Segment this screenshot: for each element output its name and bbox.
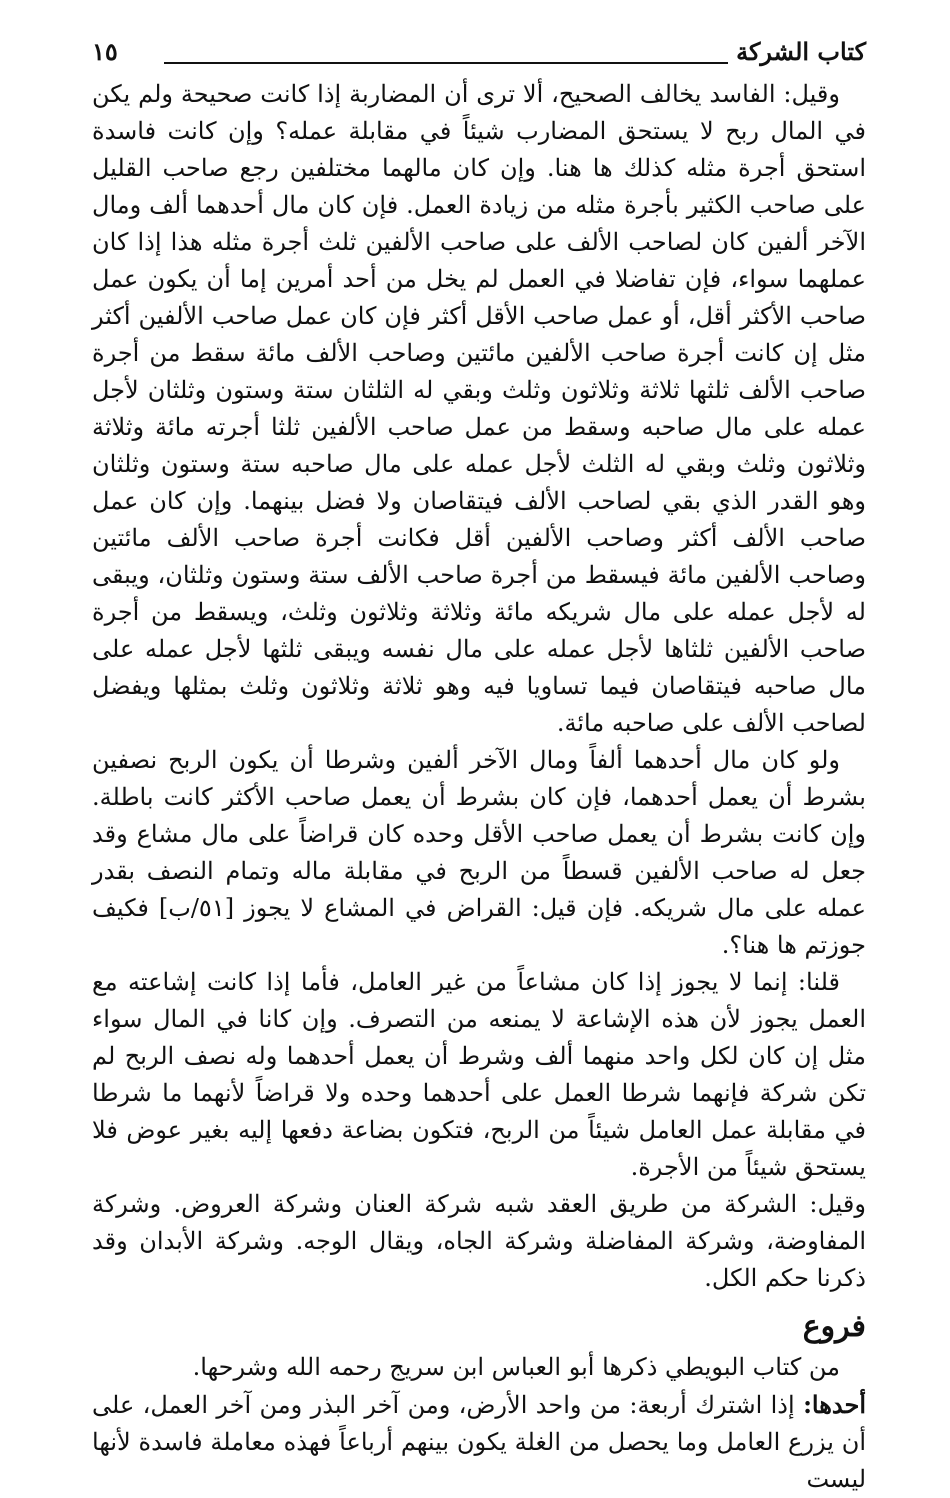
paragraph-3: قلنا: إنما لا يجوز إذا كان مشاعاً من غير العامل، فأما إذا كانت إشاعته مع العمل يجوز لأن هذه الإشاعة لا يمنعه من التصرف. وإن كانا في المال سواء مثل إن كان لكل واحد منهما ألف وشرط أن يعمل أحدهما وله نصف الربح لم تكن شركة فإنهما شرطا العمل على أحدهما وحده ولا قراضاً لأنهما ما شرطا في مقابلة عمل العامل شيئاً من الربح، فتكون بضاعة دفعها إليه بغير عوض فلا يستحق شيئاً من الأجرة. bbox=[92, 968, 867, 1181]
document-page bbox=[92, 28, 866, 1498]
document-body bbox=[92, 76, 866, 1498]
paragraph-4: وقيل: الشركة من طريق العقد شبه شركة العنان وشركة العروض. وشركة المفاوضة، وشركة المفاضلة وشركة الجاه، ويقال الوجه. وشركة الأبدان وقد ذكرنا حكم الكل. bbox=[92, 1190, 866, 1292]
section-first-item bbox=[92, 1386, 866, 1498]
section-intro: من كتاب البويطي ذكرها أبو العباس ابن سريج رحمه الله وشرحها. bbox=[192, 1353, 840, 1381]
page-header bbox=[92, 28, 866, 72]
first-item-text: إذا اشترك أربعة: من واحد الأرض، ومن آخر البذر ومن آخر العمل، على أن يزرع العامل وما يحصل من الغلة يكون بينهم أرباعاً فهذه معاملة فاسدة لأنها ليست bbox=[92, 1391, 866, 1493]
header-rule bbox=[164, 62, 728, 64]
running-title: كتاب الشركة bbox=[736, 37, 866, 66]
page-number: ١٥ bbox=[92, 37, 118, 66]
section-heading: فروع bbox=[802, 1309, 866, 1344]
paragraph-1: وقيل: الفاسد يخالف الصحيح، ألا ترى أن المضاربة إذا كانت صحيحة ولم يكن في المال ربح لا يستحق المضارب شيئاً في مقابلة عمله؟ وإن كانت فاسدة استحق أجرة مثله كذلك ها هنا. وإن كان مالهما مختلفين رجع صاحب القليل على صاحب الكثير بأجرة مثله من زيادة العمل. فإن كان مال أحدهما ألف ومال الآخر ألفين كان لصاحب الألف على صاحب الألفين ثلث أجرة مثله هذا إذا كان عملهما سواء، فإن تفاضلا في العمل لم يخل من أحد أمرين إما أن يكون عمل صاحب الأكثر أقل، أو عمل صاحب الأقل أكثر فإن كان عمل صاحب الألفين أكثر مثل إن كانت أجرة صاحب الألفين مائتين وصاحب الألف مائة سقط من أجرة صاحب الألف ثلثها ثلاثة وثلاثون وثلث وبقي له الثلثان ستة وستون وثلثان لأجل عمله على مال صاحبه وسقط من عمل صاحب الألفين ثلثا أجرته مائة وثلاثة وثلاثون وثلث وبقي له الثلث لأجل عمله على مال صاحبه ستة وستون وثلثان وهو القدر الذي بقي لصاحب الألف فيتقاصان ولا فضل بينهما. وإن كان عمل صاحب الألف أكثر وصاحب الألفين أقل فكانت أجرة صاحب الألف مائتين وصاحب الألفين مائة فيسقط من أجرة صاحب الألف ستة وستون وثلثان، ويبقى له لأجل عمله على مال شريكه مائة وثلاثة وثلاثون وثلث، ويسقط من أجرة صاحب الألفين ثلثاها لأجل عمله على مال نفسه ويبقى ثلثها لأجل عمله على مال صاحبه فيتقاصان فيما تساويا فيه وهو ثلاثة وثلاثون وثلث بمثلها ويفضل لصاحب الألف على صاحبه مائة. bbox=[92, 80, 866, 737]
first-item-lead: أحدها: bbox=[803, 1390, 866, 1419]
paragraph-2: ولو كان مال أحدهما ألفاً ومال الآخر ألفين وشرطا أن يكون الربح نصفين بشرط أن يعمل أحدهما، فإن كان بشرط أن يعمل صاحب الأكثر كانت باطلة. وإن كانت بشرط أن يعمل صاحب الأقل وحده كان قراضاً على مال مشاع وقد جعل له صاحب الألفين قسطاً من الربح في مقابلة ماله وتمام النصف بقدر عمله على مال شريكه. فإن قيل: القراض في المشاع لا يجوز [٥١/ب] فكيف جوزتم ها هنا؟. bbox=[92, 746, 867, 959]
